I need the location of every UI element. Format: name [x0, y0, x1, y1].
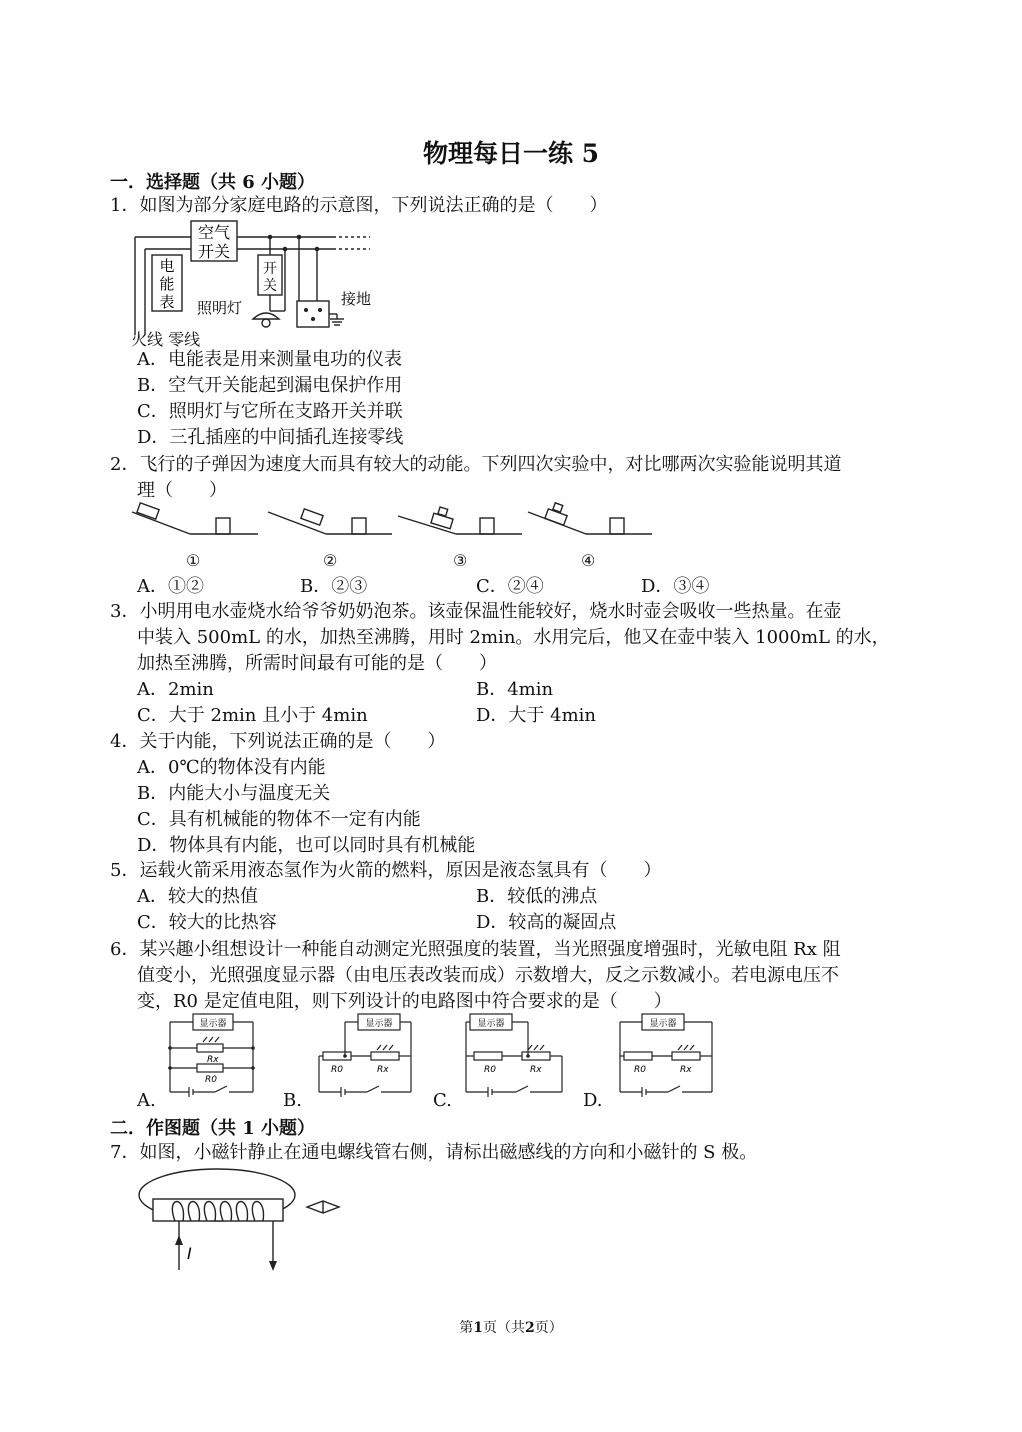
q3-option-c[interactable]: C．大于 2min 且小于 4min	[137, 705, 368, 726]
q1-live-neutral-labels: 火线 零线	[131, 330, 201, 349]
svg-text:R0: R0	[484, 1065, 496, 1075]
lamp-label: 照明灯	[197, 299, 243, 317]
question-1-stem: 1．如图为部分家庭电路的示意图，下列说法正确的是（ ）	[110, 195, 608, 216]
question-6-stem-line1: 6．某兴趣小组想设计一种能自动测定光照强度的装置，当光照强度增强时，光敏电阻 Rx 阻	[110, 939, 841, 960]
q4-option-a[interactable]: A．0℃的物体没有内能	[137, 757, 326, 778]
q2-figure-label-1: ①	[186, 551, 201, 570]
svg-text:显示器: 显示器	[199, 1019, 227, 1029]
q2-option-b[interactable]: B．②③	[300, 576, 368, 597]
q1-option-c[interactable]: C．照明灯与它所在支路开关并联	[137, 401, 403, 422]
q2-option-d[interactable]: D．③④	[641, 576, 710, 597]
meter-label-3: 表	[159, 293, 175, 311]
q3-option-a[interactable]: A．2min	[137, 679, 214, 700]
ground-label: 接地	[341, 290, 372, 308]
section-heading-drawing: 二．作图题（共 1 小题）	[110, 1118, 316, 1139]
q2-ramp-experiments	[130, 498, 660, 540]
q5-option-c[interactable]: C．较大的比热容	[137, 912, 277, 933]
section-heading-choice: 一．选择题（共 6 小题）	[110, 172, 316, 193]
q6-option-d[interactable]: D.	[583, 1090, 603, 1111]
page-title: 物理每日一练 5	[422, 139, 600, 168]
q6-circuit-c	[466, 1010, 566, 1100]
question-3-stem-line1: 3．小明用电水壶烧水给爷爷奶奶泡茶。该壶保温性能较好，烧水时壶会吸收一些热量。在壶	[110, 601, 842, 622]
q4-option-b[interactable]: B．内能大小与温度无关	[137, 783, 331, 804]
q2-option-a[interactable]: A．①②	[137, 576, 204, 597]
q1-option-a[interactable]: A．电能表是用来测量电功的仪表	[137, 349, 402, 370]
lamp-bulb-icon	[262, 319, 270, 327]
breaker-label-1: 空气	[197, 223, 231, 242]
svg-text:显示器: 显示器	[477, 1019, 505, 1029]
q1-option-d[interactable]: D．三孔插座的中间插孔连接零线	[137, 427, 404, 448]
q1-option-b[interactable]: B．空气开关能起到漏电保护作用	[137, 375, 403, 396]
lamp-shade	[253, 313, 279, 319]
question-6-stem-line3: 变，R0 是定值电阻，则下列设计的电路图中符合要求的是（ ）	[137, 991, 672, 1012]
q7-solenoid-diagram	[135, 1165, 350, 1280]
q5-option-b[interactable]: B．较低的沸点	[476, 886, 598, 907]
switch-label-2: 关	[263, 278, 277, 294]
svg-text:R0: R0	[205, 1075, 217, 1085]
q6-option-b[interactable]: B.	[283, 1090, 302, 1111]
q4-option-c[interactable]: C．具有机械能的物体不一定有内能	[137, 809, 421, 830]
meter-label-1: 电	[159, 257, 175, 275]
question-3-stem-line2: 中装入 500mL 的水，加热至沸腾，用时 2min。水用完后，他又在壶中装入 1000mL 的水，	[137, 627, 890, 648]
q2-figure-label-4: ④	[581, 551, 596, 570]
svg-text:Rx: Rx	[680, 1065, 692, 1075]
svg-text:Rx: Rx	[377, 1065, 389, 1075]
meter-label-2: 能	[159, 275, 175, 293]
current-up-arrow-icon	[175, 1235, 183, 1245]
breaker-label-2: 开关	[197, 242, 231, 261]
svg-text:R0: R0	[634, 1065, 646, 1075]
q6-circuit-a	[165, 1010, 260, 1100]
page-footer: 第1页（共2页）	[459, 1320, 563, 1336]
q2-figure-label-3: ③	[453, 551, 468, 570]
q6-option-a[interactable]: A.	[137, 1090, 156, 1111]
q5-option-a[interactable]: A．较大的热值	[137, 886, 258, 907]
question-6-stem-line2: 值变小，光照强度显示器（由电压表改装而成）示数增大，反之示数减小。若电源电压不	[137, 965, 839, 986]
svg-text:显示器: 显示器	[365, 1019, 393, 1029]
svg-text:Rx: Rx	[207, 1055, 219, 1065]
question-2-stem-line2: 理（ ）	[137, 480, 227, 501]
three-hole-socket	[297, 301, 329, 327]
current-label: I	[187, 1244, 192, 1263]
q6-circuit-d	[616, 1010, 716, 1100]
svg-text:显示器: 显示器	[649, 1019, 677, 1029]
q4-option-d[interactable]: D．物体具有内能，也可以同时具有机械能	[137, 835, 476, 856]
switch-label-1: 开	[263, 261, 277, 277]
q6-option-c[interactable]: C.	[433, 1090, 452, 1111]
q2-figure-label-2: ②	[323, 551, 338, 570]
question-3-stem-line3: 加热至沸腾，所需时间最有可能的是（ ）	[137, 653, 497, 674]
question-2-stem-line1: 2．飞行的子弹因为速度大而具有较大的动能。下列四次实验中，对比哪两次实验能说明其道	[110, 454, 842, 475]
q5-option-d[interactable]: D．较高的凝固点	[476, 912, 617, 933]
q2-option-c[interactable]: C．②④	[476, 576, 544, 597]
q6-circuit-b	[315, 1010, 415, 1100]
svg-text:Rx: Rx	[530, 1065, 542, 1075]
question-5-stem: 5．运载火箭采用液态氢作为火箭的燃料，原因是液态氢具有（ ）	[110, 860, 662, 881]
question-4-stem: 4．关于内能，下列说法正确的是（ ）	[110, 731, 446, 752]
q3-option-d[interactable]: D．大于 4min	[476, 705, 597, 726]
q3-option-b[interactable]: B．4min	[476, 679, 554, 700]
q1-circuit-diagram	[125, 215, 385, 345]
svg-text:R0: R0	[331, 1065, 343, 1075]
current-down-arrow-icon	[269, 1261, 277, 1271]
question-7-stem: 7．如图，小磁针静止在通电螺线管右侧，请标出磁感线的方向和小磁针的 S 极。	[110, 1142, 758, 1163]
